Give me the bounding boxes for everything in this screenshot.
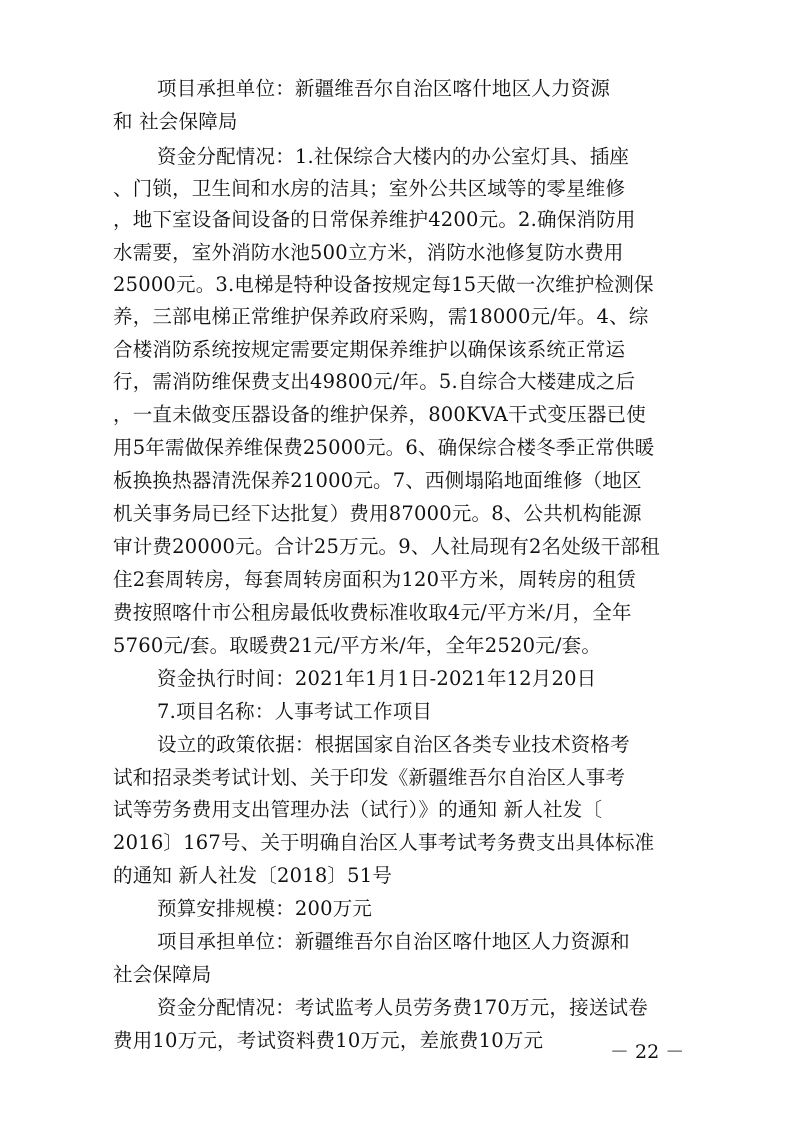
page-number: － 22 － — [610, 1041, 685, 1063]
text-line: 5760元/套。取暖费21元/平方米/年，全年2520元/套。 — [113, 634, 602, 657]
text-line: 社会保障局 — [113, 963, 212, 986]
text-line: 合楼消防系统按规定需要定期保养维护以确保该系统正常运 — [113, 338, 626, 361]
text-line: 的通知 新人社发〔2018〕51号 — [113, 864, 393, 887]
text-line: 机关事务局已经下达批复）费用87000元。8、公共机构能源 — [113, 502, 642, 525]
text-line: 费用10万元，考试资料费10万元，差旅费10万元 — [113, 1029, 544, 1052]
text-line: 项目承担单位：新疆维吾尔自治区喀什地区人力资源 — [157, 77, 611, 100]
text-line: 住2套周转房，每套周转房面积为120平方米，周转房的租赁 — [113, 568, 637, 591]
text-line: 板换换热器清洗保养21000元。7、西侧塌陷地面维修（地区 — [113, 469, 642, 492]
text-line: 用5年需做保养维保费25000元。6、确保综合楼冬季正常供暖 — [113, 436, 655, 459]
text-line: 试和招录类考试计划、关于印发《新疆维吾尔自治区人事考 — [113, 766, 626, 789]
text-line: 预算安排规模：200万元 — [157, 897, 373, 920]
text-line: 养，三部电梯正常维护保养政府采购，需18000元/年。4、综 — [113, 305, 649, 328]
text-line: 和 社会保障局 — [113, 110, 238, 133]
text-line: 资金分配情况：考试监考人员劳务费170万元，接送试卷 — [157, 996, 648, 1019]
text-line: 资金分配情况：1.社保综合大楼内的办公室灯具、插座 — [157, 145, 630, 168]
text-line: ，地下室设备间设备的日常保养维护4200元。2.确保消防用 — [113, 208, 636, 231]
text-line: ，一直未做变压器设备的维护保养，800KVA干式变压器已使 — [113, 403, 646, 426]
text-line: 水需要，室外消防水池500立方米，消防水池修复防水费用 — [113, 241, 624, 264]
text-line: 资金执行时间：2021年1月1日-2021年12月20日 — [157, 667, 597, 690]
text-line: 25000元。3.电梯是特种设备按规定每15天做一次维护检测保 — [113, 273, 654, 296]
text-line: 试等劳务费用支出管理办法（试行）》的通知 新人社发〔 — [113, 798, 603, 821]
text-line: 、门锁，卫生间和水房的洁具；室外公共区域等的零星维修 — [113, 177, 626, 200]
section-heading: 7.项目名称：人事考试工作项目 — [157, 700, 433, 723]
text-line: 审计费20000元。合计25万元。9、人社局现有2名处级干部租 — [113, 535, 660, 558]
text-line: 项目承担单位：新疆维吾尔自治区喀什地区人力资源和 — [157, 930, 630, 953]
text-line: 费按照喀什市公租房最低收费标准收取4元/平方米/月，全年 — [113, 601, 632, 624]
text-line: 2016〕167号、关于明确自治区人事考试考务费支出具体标准 — [113, 831, 655, 854]
text-line: 行，需消防维保费支出49800元/年。5.自综合大楼建成之后 — [113, 370, 636, 393]
text-line: 设立的政策依据：根据国家自治区各类专业技术资格考 — [157, 733, 630, 756]
